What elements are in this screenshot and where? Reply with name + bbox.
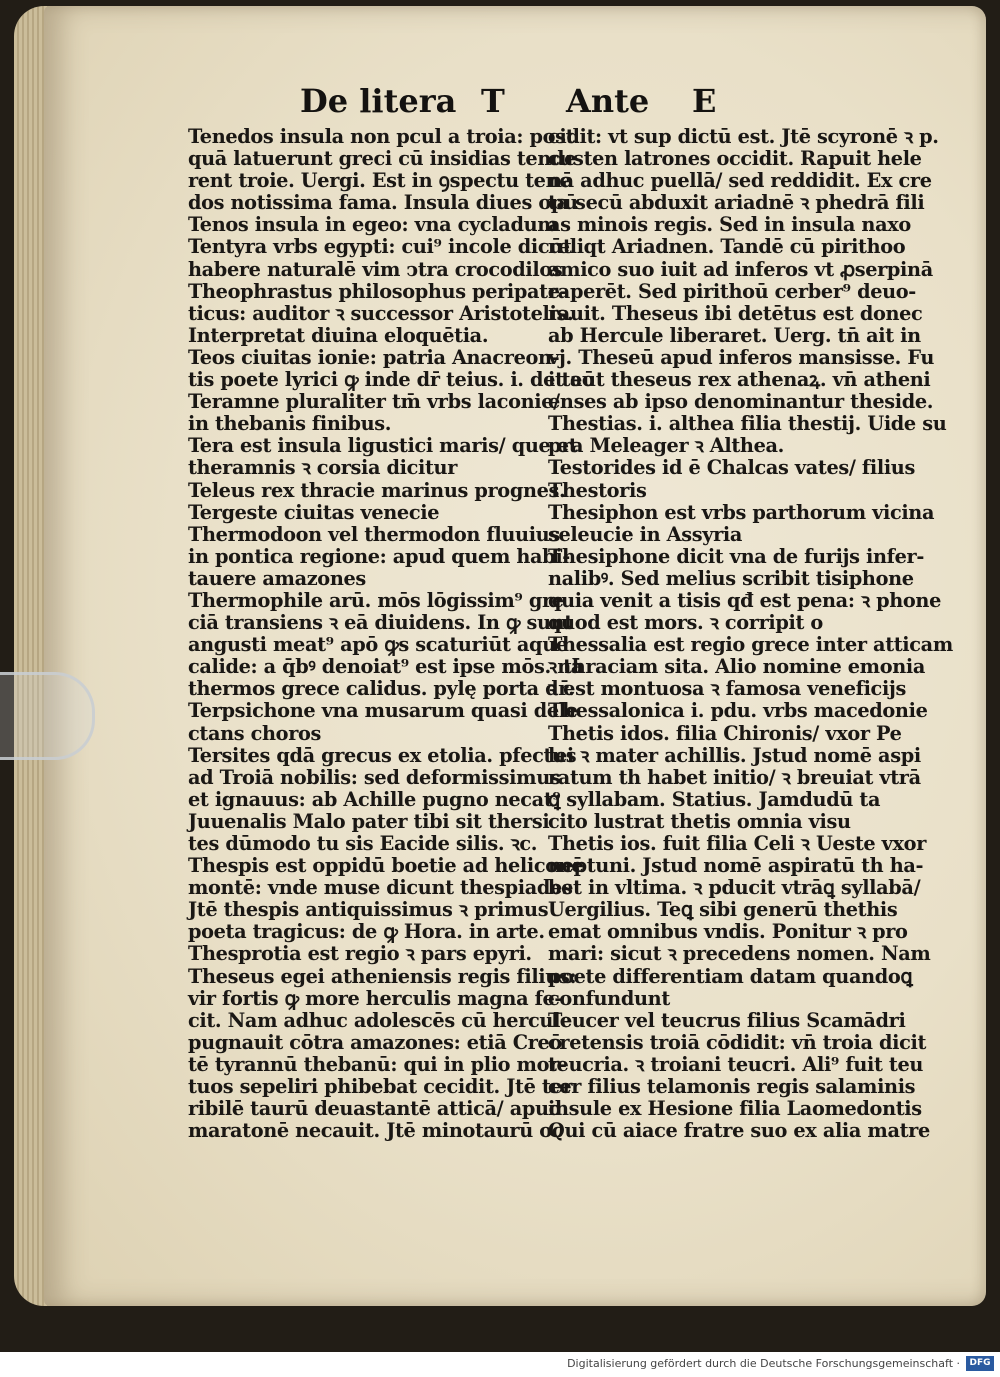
text-line: Jtē thespis antiquissimus ꝛ primus bbox=[188, 898, 549, 922]
text-line: pra Meleager ꝛ Althea. bbox=[548, 434, 784, 458]
right-text-column bbox=[548, 125, 953, 1143]
text-line: Thestias. i. althea filia thestij. Uide su bbox=[548, 412, 947, 436]
text-line: theramnis ꝛ corsia dicitur bbox=[188, 456, 458, 480]
text-line: ratum th habet initio/ ꝛ breuiat vtrā bbox=[548, 765, 921, 789]
dfg-logo: DFG bbox=[966, 1356, 994, 1371]
text-line: quā latuerunt greci cū insidias tende bbox=[188, 147, 577, 171]
text-line: ab Hercule liberaret. Uerg. tn̄ ait in bbox=[548, 323, 921, 347]
text-line: ꝗ syllabam. Statius. Jamdudū ta bbox=[548, 787, 881, 811]
text-line: Thessalonica i. pdu. vrbs macedonie bbox=[548, 699, 928, 723]
text-line: amico suo iuit ad inferos vt ꝓserpinā bbox=[548, 257, 933, 281]
left-text-column bbox=[188, 125, 595, 1143]
text-line: cit. Nam adhuc adolescēs cū hercule bbox=[188, 1008, 572, 1032]
text-line: Thermodoon vel thermodon fluuius bbox=[188, 522, 560, 546]
text-line: Thetis idos. filia Chironis/ vxor Pe bbox=[548, 721, 902, 745]
text-line: Thesiphon est vrbs parthorum vicina bbox=[548, 500, 935, 524]
running-head bbox=[0, 82, 1000, 126]
running-head-part: Ante bbox=[566, 82, 650, 120]
text-line: quia venit a tisis qđ est pena: ꝛ phone bbox=[548, 588, 942, 612]
text-line: Thessalia est regio grece inter atticam bbox=[548, 633, 953, 657]
text-line: reliqt Ariadnen. Tandē cū pirithoo bbox=[548, 235, 906, 259]
text-line: nā adhuc puellā/ sed reddidit. Ex cre bbox=[548, 169, 932, 193]
text-line: seleucie in Assyria bbox=[548, 522, 743, 546]
text-line: ꝛ thraciam sita. Alio nomine emonia bbox=[548, 655, 926, 679]
text-line: cer filius telamonis regis salaminis bbox=[548, 1075, 916, 1099]
text-line: bet in vltima. ꝛ pducit vtrāꝗ syllabā/ bbox=[548, 876, 921, 900]
running-head-part: T bbox=[481, 82, 505, 120]
text-line: as minois regis. Sed in insula naxo bbox=[548, 213, 911, 237]
page-clip bbox=[0, 672, 95, 760]
text-line: pugnauit cōtra amazones: etiā Creō bbox=[188, 1030, 562, 1054]
text-line: Terpsichone vna musarum quasi dele bbox=[188, 699, 578, 723]
text-line: emat omnibus vndis. Ponitur ꝛ pro bbox=[548, 920, 908, 944]
text-line: nalibꝰ. Sed melius scribit tisiphone bbox=[548, 566, 914, 590]
text-line: tauere amazones bbox=[188, 566, 366, 590]
text-line: Thestoris bbox=[548, 478, 647, 502]
text-line: ta secū abduxit ariadnē ꝛ phedrā fili bbox=[548, 191, 925, 215]
text-line: et ignauus: ab Achille pugno necat⁹ bbox=[188, 787, 561, 811]
text-line: Tenedos insula non pcul a troia: post bbox=[188, 125, 575, 148]
text-line: Tersites qdā grecus ex etolia. pfectus bbox=[188, 743, 577, 767]
text-line: insule ex Hesione filia Laomedontis bbox=[548, 1097, 922, 1121]
text-line: cretensis troiā cōdidit: vn̄ troia dicit bbox=[548, 1030, 927, 1054]
text-line: Thespis est oppidū boetie ad heliconē bbox=[188, 854, 584, 878]
text-line: vir fortis ꝙ more herculis magna fe- bbox=[188, 986, 563, 1010]
text-line: rent troie. Uergi. Est in ꝯspectu tene bbox=[188, 169, 572, 193]
text-line: Uergilius. Teꝗ sibi generū thethis bbox=[548, 898, 898, 922]
text-line: quod est mors. ꝛ corripit o bbox=[548, 611, 823, 635]
text-line: montē: vnde muse dicunt thespiades bbox=[188, 876, 573, 900]
text-line: Thermophile arū. mōs lōgissim⁹ gre bbox=[188, 588, 564, 612]
text-line: lei ꝛ mater achillis. Jstud nomē aspi bbox=[548, 743, 921, 767]
text-line: angusti meat⁹ apō ꝙs scaturiūt aque bbox=[188, 633, 568, 657]
text-line: custen latrones occidit. Rapuit hele bbox=[548, 147, 922, 171]
text-line: Theseus egei atheniensis regis filius: bbox=[188, 964, 577, 988]
text-line: Teleus rex thracie marinus prognes. bbox=[188, 478, 566, 502]
text-line: ribilē taurū deuastantē atticā/ apud bbox=[188, 1097, 562, 1121]
text-line: teucria. ꝛ troiani teucri. Ali⁹ fuit teu bbox=[548, 1052, 924, 1076]
text-line: in thebanis finibus. bbox=[188, 412, 392, 436]
text-line: mari: sicut ꝛ precedens nomen. Nam bbox=[548, 942, 931, 966]
text-line: tes dūmodo tu sis Eacide silis. ꝛc. bbox=[188, 832, 538, 855]
running-head-part: E bbox=[692, 82, 717, 120]
text-line: calide: a q̄bꝰ denoiat⁹ est ipse mōs. nā bbox=[188, 655, 584, 679]
text-line: poete differentiam datam quandoꝗ bbox=[548, 964, 913, 988]
text-line: poeta tragicus: de ꝙ Hora. in arte. bbox=[188, 920, 545, 944]
text-line: neptuni. Jstud nomē aspiratū th ha- bbox=[548, 854, 924, 878]
text-line: cito lustrat thetis omnia visu bbox=[548, 809, 851, 833]
text-line: Teucer vel teucrus filius Scamādri bbox=[548, 1008, 906, 1032]
text-line: Thesiphone dicit vna de furijs infer- bbox=[548, 544, 925, 568]
text-line: tuos sepeliri phibebat cecidit. Jtē ter bbox=[188, 1075, 573, 1099]
text-line: ctans choros bbox=[188, 721, 322, 745]
text-line: Juuenalis Malo pater tibi sit thersi bbox=[188, 809, 550, 833]
text-line: ad Troiā nobilis: sed deformissimus bbox=[188, 765, 561, 789]
text-line: rauit. Theseus ibi detētus est donec bbox=[548, 301, 923, 325]
text-line: dos notissima fama. Insula diues opū bbox=[188, 191, 578, 215]
text-line: ꝛ est montuosa ꝛ famosa veneficijs bbox=[548, 677, 907, 701]
footer-bar bbox=[0, 1352, 1000, 1377]
text-line: Tentyra vrbs egypti: cui⁹ incole dicūt bbox=[188, 235, 572, 259]
text-line: confundunt bbox=[548, 986, 670, 1010]
text-line: Interpretat diuina eloquētia. bbox=[188, 323, 489, 347]
text-line: enses ab ipso denominantur theside. bbox=[548, 390, 934, 414]
text-line: raperēt. Sed pirithoū cerber⁹ deuo- bbox=[548, 279, 916, 303]
text-line: Tenos insula in egeo: vna cycladum bbox=[188, 213, 558, 237]
text-line: Thetis ios. fuit filia Celi ꝛ Ueste vxor bbox=[548, 832, 926, 855]
text-line: thermos grece calidus. pylę porta dr̄. bbox=[188, 677, 575, 701]
text-line: Theophrastus philosophus peripate- bbox=[188, 279, 568, 303]
text-line: Teos ciuitas ionie: patria Anacreon- bbox=[188, 345, 560, 369]
text-line: habere naturalē vim ↄtra crocodilos bbox=[188, 257, 563, 281]
footer-credit: Digitalisierung gefördert durch die Deutsche Forschungsgemeinschaft · bbox=[567, 1357, 960, 1370]
running-head-part: De litera bbox=[300, 82, 457, 120]
text-line: Testorides id ē Chalcas vates/ filius bbox=[548, 456, 915, 480]
text-line: Tera est insula ligustici maris/ que et bbox=[188, 434, 578, 458]
text-line: vj. Theseū apud inferos mansisse. Fu bbox=[548, 345, 935, 369]
text-line: ticus: auditor ꝛ successor Aristotelis. bbox=[188, 301, 574, 325]
text-line: Thesprotia est regio ꝛ pars epyri. bbox=[188, 942, 532, 966]
text-line: Tergeste ciuitas venecie bbox=[188, 500, 440, 524]
text-line: Teramne pluraliter tm̄ vrbs laconie/ bbox=[188, 390, 560, 414]
text-line: Qui cū aiace fratre suo ex alia matre bbox=[548, 1119, 930, 1143]
text-line: maratonē necauit. Jtē minotaurū oc bbox=[188, 1119, 564, 1143]
text-line: in pontica regione: apud quem habi- bbox=[188, 544, 570, 568]
text-line: ciā transiens ꝛ eā diuidens. In ꝙ sunt bbox=[188, 611, 573, 635]
text-line: tis poete lyrici ꝙ inde dr̄ teius. i. de teo bbox=[188, 368, 595, 392]
text-line: it aūt theseus rex athenaꝝ. vn̄ atheni bbox=[548, 368, 931, 392]
text-line: cidit: vt sup dictū est. Jtē scyronē ꝛ p. bbox=[548, 125, 939, 148]
text-line: tē tyrannū thebanū: qui in plio mor- bbox=[188, 1052, 567, 1076]
